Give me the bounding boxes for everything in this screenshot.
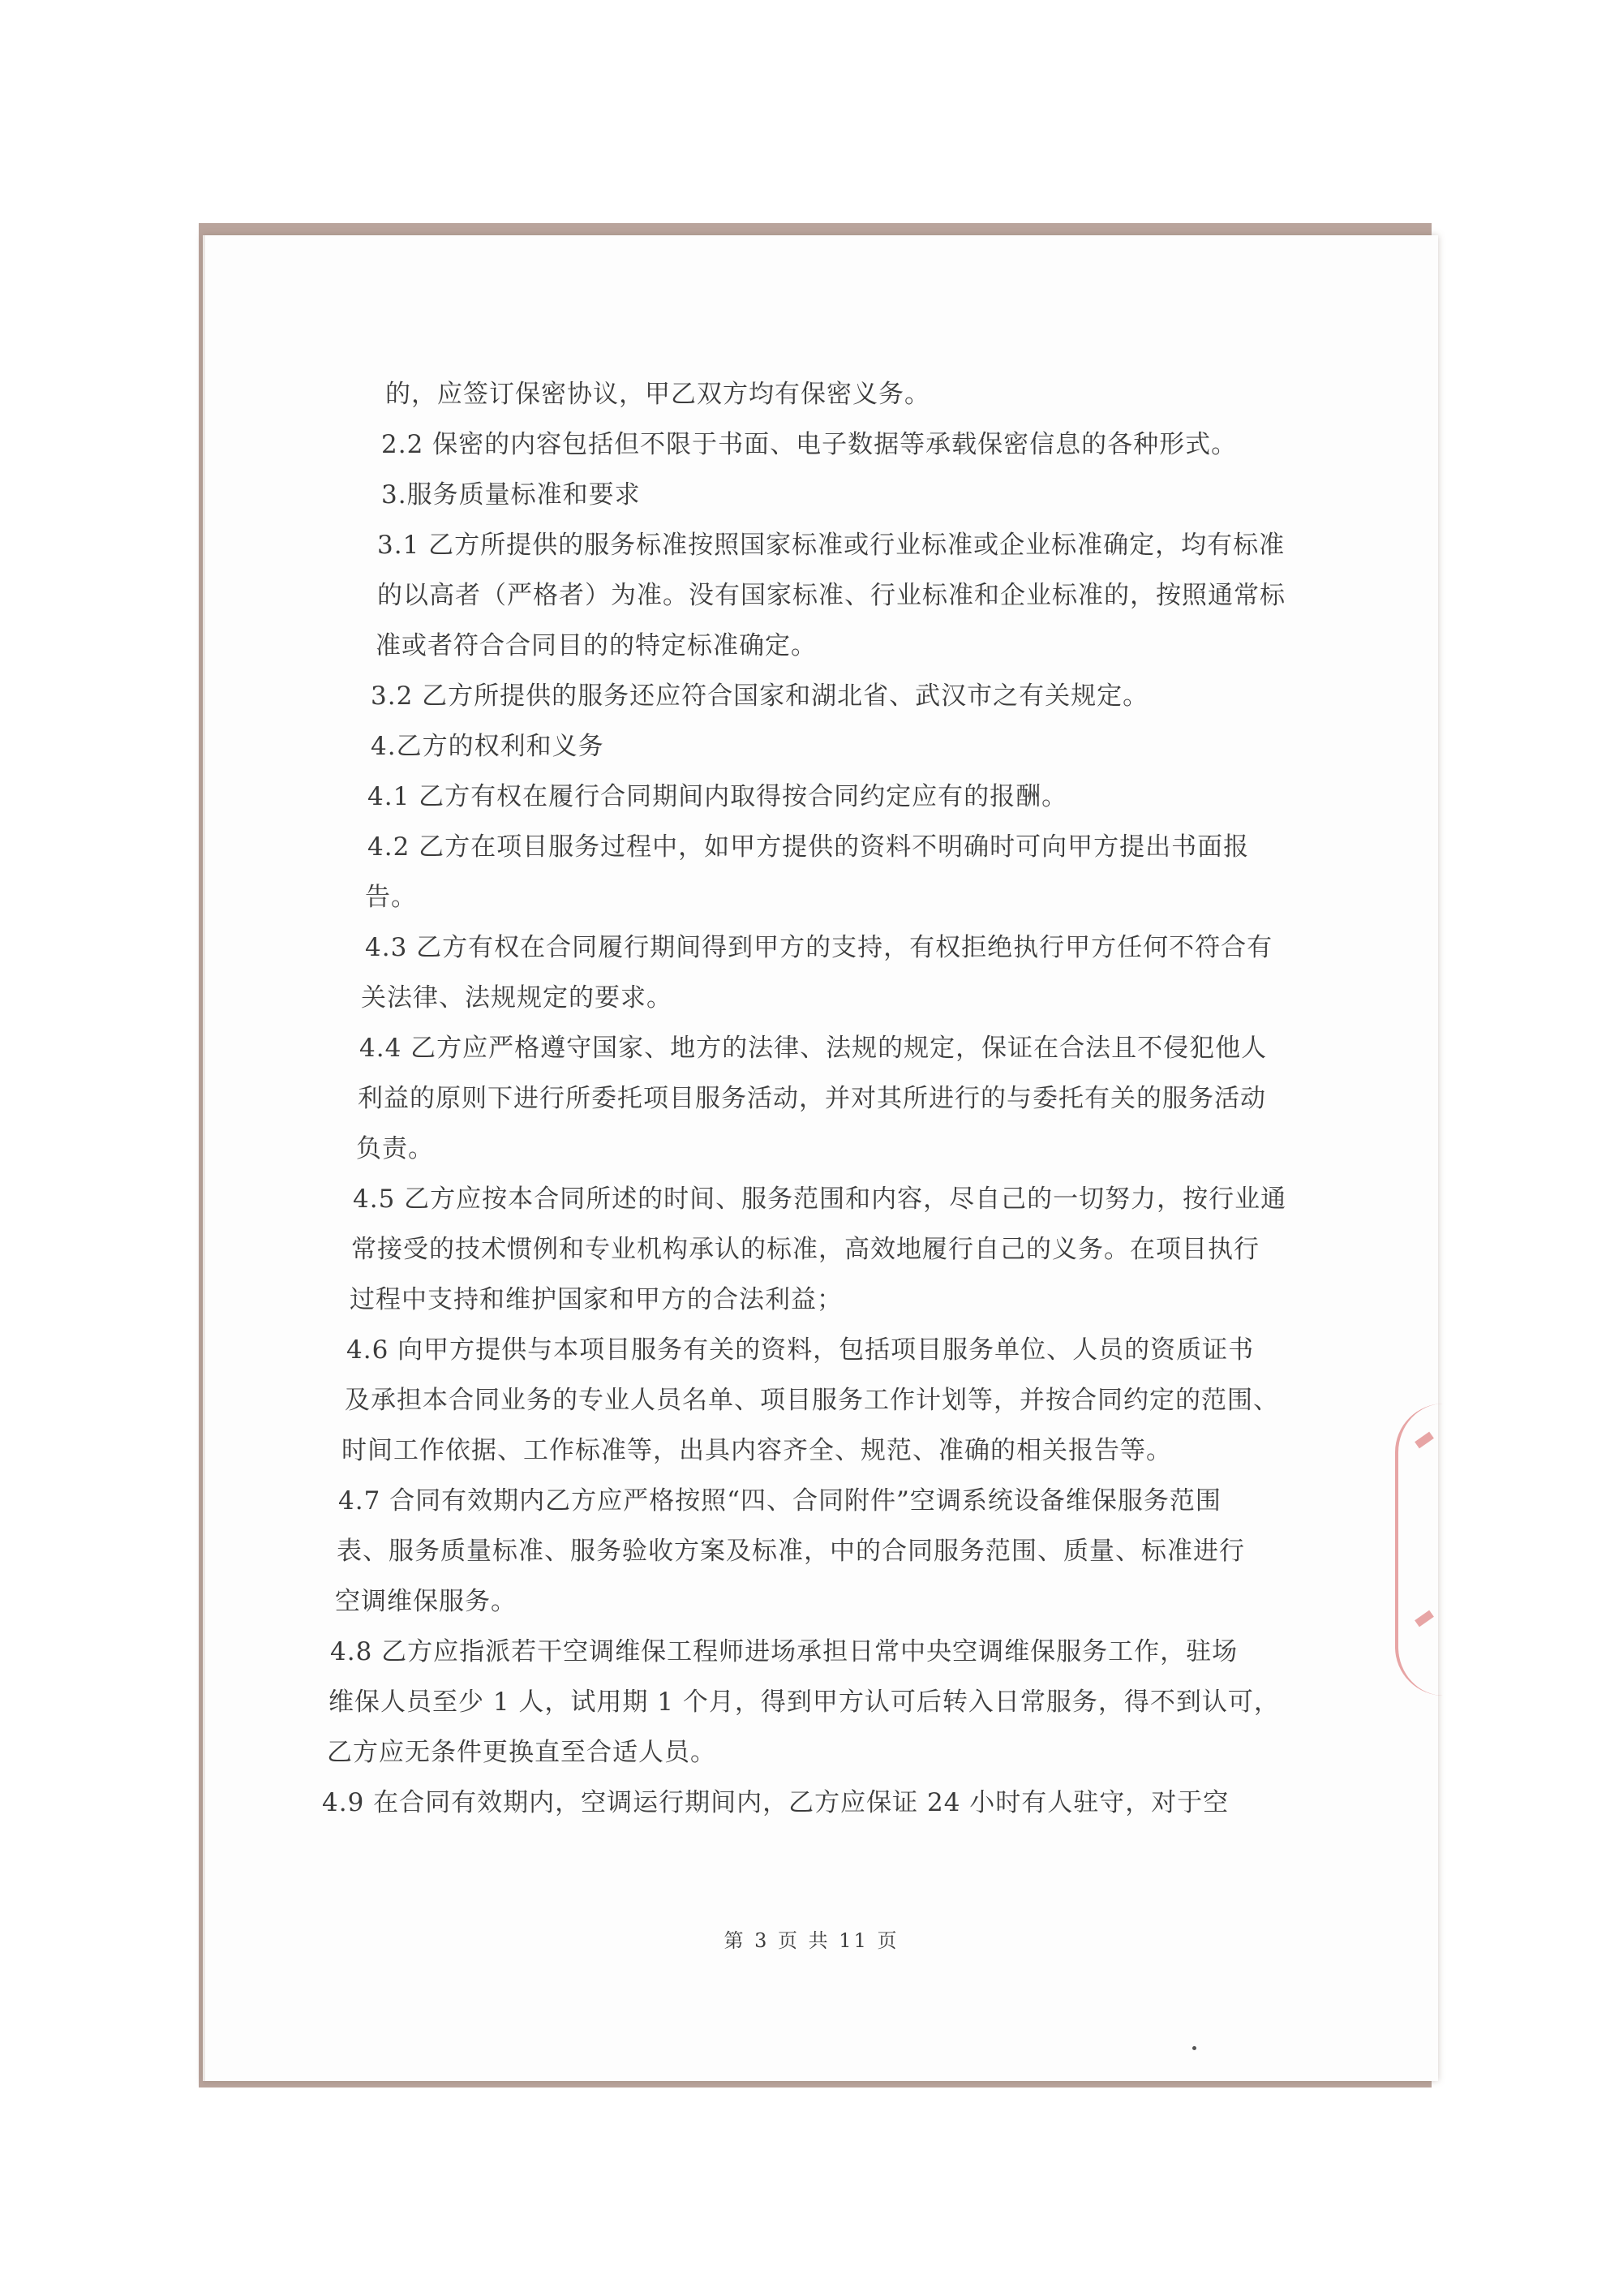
text-line: 表、服务质量标准、服务验收方案及标准，中的合同服务范围、质量、标准进行: [337, 1537, 1245, 1566]
text-line: 4.6 向甲方提供与本项目服务有关的资料，包括项目服务单位、人员的资质证书: [346, 1335, 1255, 1365]
text-line: 4.4 乙方应严格遵守国家、地方的法律、法规的规定，保证在合法且不侵犯他人: [359, 1034, 1268, 1063]
page-number: 第 3 页 共 11 页: [723, 1929, 900, 1952]
section-heading: 4.乙方的权利和义务: [371, 732, 604, 761]
text-line: 4.3 乙方有权在合同履行期间得到甲方的支持，有权拒绝执行甲方任何不符合有: [365, 933, 1273, 962]
text-line: 3.2 乙方所提供的服务还应符合国家和湖北省、武汉市之有关规定。: [371, 681, 1149, 711]
text-line: 的以高者（严格者）为准。没有国家标准、行业标准和企业标准的，按照通常标: [377, 581, 1286, 610]
speck: [1192, 2046, 1196, 2050]
text-line: 2.2 保密的内容包括但不限于书面、电子数据等承载保密信息的各种形式。: [381, 430, 1238, 459]
text-line: 告。: [365, 883, 417, 912]
text-line: 3.1 乙方所提供的服务标准按照国家标准或行业标准或企业标准确定，均有标准: [377, 531, 1286, 560]
text-line: 4.9 在合同有效期内，空调运行期间内，乙方应保证 24 小时有人驻守，对于空: [322, 1788, 1230, 1817]
text-line: 的，应签订保密协议，甲乙双方均有保密义务。: [385, 380, 930, 409]
red-seal-stamp: [1395, 1404, 1455, 1696]
text-line: 4.7 合同有效期内乙方应严格按照“四、合同附件”空调系统设备维保服务范围: [338, 1486, 1222, 1516]
text-line: 时间工作依据、工作标准等，出具内容齐全、规范、准确的相关报告等。: [341, 1436, 1172, 1465]
text-line: 及承担本合同业务的专业人员名单、项目服务工作计划等，并按合同约定的范围、: [345, 1386, 1279, 1415]
text-line: 准或者符合合同目的的特定标准确定。: [376, 631, 817, 660]
text-line: 4.1 乙方有权在履行合同期间内取得按合同约定应有的报酬。: [367, 782, 1068, 811]
text-line: 利益的原则下进行所委托项目服务活动，并对其所进行的与委托有关的服务活动: [358, 1084, 1266, 1113]
section-heading: 3.服务质量标准和要求: [381, 480, 641, 510]
text-line: 过程中支持和维护国家和甲方的合法利益；: [350, 1285, 843, 1314]
text-line: 维保人员至少 1 人，试用期 1 个月，得到甲方认可后转入日常服务，得不到认可，: [328, 1688, 1280, 1717]
text-line: 4.2 乙方在项目服务过程中，如甲方提供的资料不明确时可向甲方提出书面报: [367, 832, 1250, 862]
text-line: 4.5 乙方应按本合同所述的时间、服务范围和内容，尽自己的一切努力，按行业通: [353, 1185, 1287, 1214]
text-line: 乙方应无条件更换直至合适人员。: [327, 1738, 716, 1767]
text-line: 负责。: [356, 1134, 434, 1163]
text-line: 空调维保服务。: [335, 1587, 517, 1616]
text-line: 4.8 乙方应指派若干空调维保工程师进场承担日常中央空调维保服务工作，驻场: [330, 1637, 1239, 1666]
text-line: 关法律、法规规定的要求。: [361, 983, 672, 1013]
contract-body: [320, 369, 1287, 1828]
text-line: 常接受的技术惯例和专业机构承认的标准，高效地履行自己的义务。在项目执行: [351, 1235, 1260, 1264]
